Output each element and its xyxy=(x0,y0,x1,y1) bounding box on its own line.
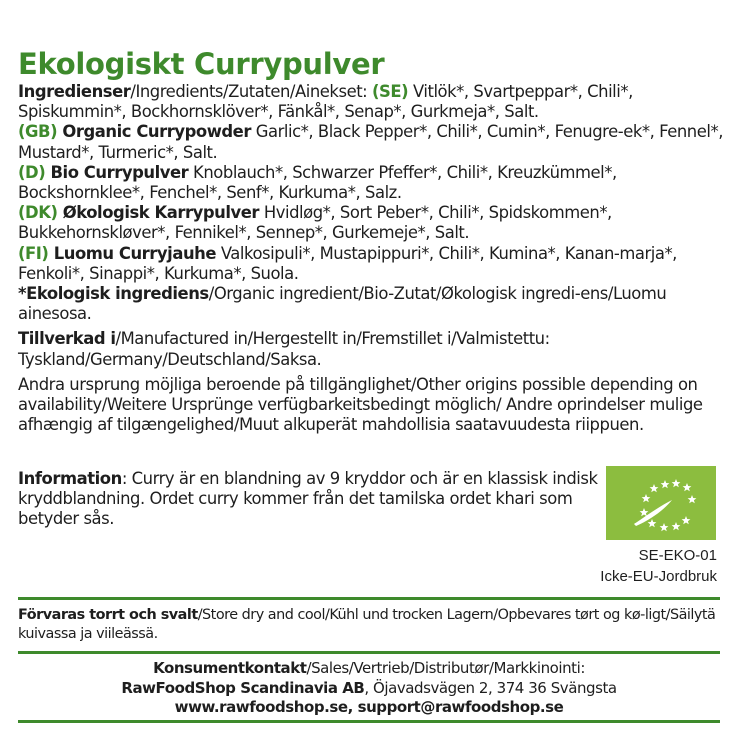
lang-code-dk: (DK) xyxy=(18,203,58,223)
lang-code-d: (D) xyxy=(18,162,46,182)
web-and-email: www.rawfoodshop.se, support@rawfoodshop.se xyxy=(174,698,564,716)
organic-label: *Ekologisk ingrediens xyxy=(18,284,209,304)
ingredients-gb-text: Garlic*, Black Pepper*, Chili*, Cumin*, Fenugre-ek*, Fennel*, Mustard*, Turmeric*, Salt. xyxy=(18,122,723,162)
ingredients-se-text: Vitlök*, Svartpeppar*, Chili*, Spiskummin*, Bockhornsklöver*, Fänkål*, Senap*, Gurkmeja*, Salt. xyxy=(18,82,633,122)
company-address: , Öjavadsvägen 2, 374 36 Svängsta xyxy=(364,678,617,697)
manufacture-note xyxy=(18,329,730,369)
product-name-fi: Luomu Curryjauhe xyxy=(48,243,217,263)
product-name-gb: Organic Currypowder xyxy=(57,122,251,142)
origins-note: Andra ursprung möjliga beroende på tillgänglighet/Other origins possible depending on availability/Weitere Ursprünge verfügbarkeitsbedingt möglich/ Andre oprindelser mulige afhængig af tilgængelighed/Muut alkuperät mahdollisia saatavuudesta riippuen. xyxy=(18,374,703,435)
contact-roles: /Sales/Vertrieb/Distributør/Markkinointi: xyxy=(306,659,585,677)
organic-text: /Organic ingredient/Bio-Zutat/Økologisk ingredi-ens/Luomu ainesosa. xyxy=(18,284,667,324)
eu-organic-leaf-icon xyxy=(606,466,716,540)
information-text: : Curry är en blandning av 9 kryddor och är en klassisk indisk kryddblandning. Ordet curry kommer från det tamilska ordet khari som betyder sås. xyxy=(18,469,598,529)
contact-label: Konsumentkontakt xyxy=(153,659,307,677)
storage-text: /Store dry and cool/Kühl und trocken Lagern/Opbevares tørt og kø-ligt/Säilytä kuivassa ja viileässä. xyxy=(18,607,716,642)
storage-label: Förvaras torrt och svalt xyxy=(18,607,198,623)
ingredients-dk xyxy=(18,203,730,243)
ingredients-d-text: Knoblauch*, Schwarzer Pfeffer*, Chili*, Kreuzkümmel*, Bockshornklee*, Fenchel*, Senf*, Kurkuma*, Salz. xyxy=(18,162,617,203)
ingredients-d xyxy=(18,163,730,203)
product-title: Ekologiskt Currypulver xyxy=(18,47,385,81)
lang-code-gb: (GB) xyxy=(18,122,58,142)
manufacture-text: /Manufactured in/Hergestellt in/Fremstillet i/Valmistettu: Tyskland/Germany/Deutschland/Saksa. xyxy=(18,329,550,369)
ingredients-fi-text: Valkosipuli*, Mustapippuri*, Chili*, Kumina*, Kanan-marja*, Fenkoli*, Sinappi*, Kurkuma*, Suola. xyxy=(18,243,677,283)
certification-info xyxy=(600,545,717,587)
lang-code-se: (SE) xyxy=(372,82,409,101)
product-name-d: Bio Currypulver xyxy=(45,162,189,182)
storage-block xyxy=(18,606,723,644)
divider-bottom xyxy=(18,720,720,723)
information-block xyxy=(18,469,603,530)
divider-middle xyxy=(18,651,720,654)
ingredients-se xyxy=(18,82,730,122)
ingredients-fi xyxy=(18,244,730,284)
ingredients-label: Ingredienser xyxy=(18,82,131,101)
organic-note xyxy=(18,284,730,324)
ingredients-dk-text: Hvidløg*, Sort Peber*, Chili*, Spidskommen*, Bukkehornskløver*, Fennikel*, Sennep*, Gurkemeje*, Salt. xyxy=(18,203,612,243)
information-label: Information xyxy=(18,469,122,488)
lang-code-fi: (FI) xyxy=(18,243,49,263)
ingredients-gb xyxy=(18,122,730,162)
certification-code: SE-EKO-01 xyxy=(638,547,717,564)
ingredients-block xyxy=(18,82,730,435)
product-name-dk: Økologisk Karrypulver xyxy=(57,203,260,223)
company-name: RawFoodShop Scandinavia AB xyxy=(121,678,365,697)
agriculture-origin: Icke-EU-Jordbruk xyxy=(600,568,717,585)
contact-block xyxy=(18,659,720,718)
ingredients-languages: /Ingredients/Zutaten/Ainekset: xyxy=(130,82,373,101)
manufacture-label: Tillverkad i xyxy=(18,329,116,349)
divider-top xyxy=(18,597,720,600)
